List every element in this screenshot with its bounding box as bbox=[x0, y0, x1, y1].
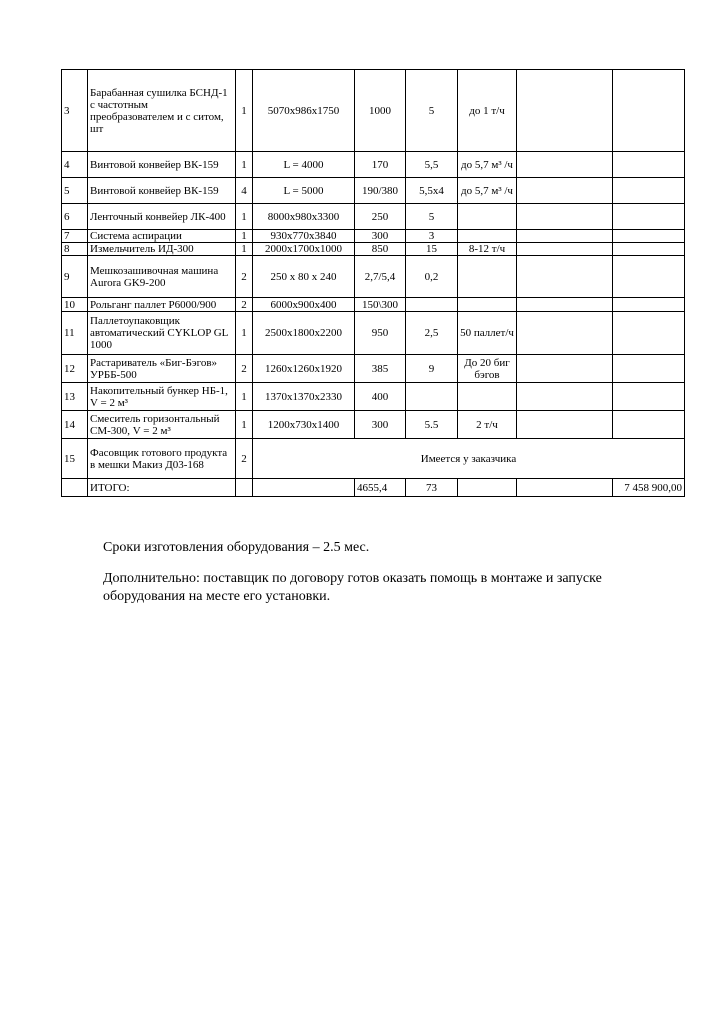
cell-dim: L = 5000 bbox=[253, 178, 355, 204]
total-cell-dim bbox=[253, 479, 355, 497]
cell-name: Измельчитель ИД-300 bbox=[88, 243, 236, 256]
total-cell-sum: 7 458 900,00 bbox=[613, 479, 685, 497]
equipment-table-body bbox=[62, 70, 685, 497]
cell-mass: 5,5х4 bbox=[406, 178, 458, 204]
cell-perf: 8-12 т/ч bbox=[458, 243, 517, 256]
cell-price bbox=[517, 256, 613, 298]
additional-note-line-2: оборудования на месте его установки. bbox=[103, 589, 331, 604]
cell-name: Винтовой конвейер ВК-159 bbox=[88, 178, 236, 204]
cell-perf: до 5,7 м³ /ч bbox=[458, 152, 517, 178]
cell-price bbox=[517, 204, 613, 230]
cell-num: 10 bbox=[62, 298, 88, 312]
cell-name: Накопительный бункер НБ-1, V = 2 м³ bbox=[88, 383, 236, 411]
cell-mass: 2,5 bbox=[406, 312, 458, 355]
cell-perf bbox=[458, 230, 517, 243]
cell-name: Рольганг паллет Р6000/900 bbox=[88, 298, 236, 312]
cell-dim: 6000х900х400 bbox=[253, 298, 355, 312]
cell-perf: 50 паллет/ч bbox=[458, 312, 517, 355]
cell-mass: 9 bbox=[406, 355, 458, 383]
cell-sum bbox=[613, 230, 685, 243]
cell-sum bbox=[613, 298, 685, 312]
cell-power: 300 bbox=[355, 230, 406, 243]
cell-power: 400 bbox=[355, 383, 406, 411]
cell-mass: 15 bbox=[406, 243, 458, 256]
cell-qty: 2 bbox=[236, 298, 253, 312]
cell-mass: 5 bbox=[406, 204, 458, 230]
production-term-note: Сроки изготовления оборудования – 2.5 мес. bbox=[103, 540, 370, 555]
cell-qty: 1 bbox=[236, 152, 253, 178]
cell-name: Растариватель «Биг-Бэгов» УРББ-500 bbox=[88, 355, 236, 383]
cell-dim: 1370х1370х2330 bbox=[253, 383, 355, 411]
cell-price bbox=[517, 411, 613, 439]
cell-merged-note: Имеется у заказчика bbox=[253, 439, 685, 479]
cell-num: 7 bbox=[62, 230, 88, 243]
cell-power: 190/380 bbox=[355, 178, 406, 204]
cell-num: 13 bbox=[62, 383, 88, 411]
cell-power: 2,7/5,4 bbox=[355, 256, 406, 298]
total-row bbox=[62, 479, 685, 497]
cell-price bbox=[517, 298, 613, 312]
cell-sum bbox=[613, 312, 685, 355]
cell-mass bbox=[406, 298, 458, 312]
cell-power: 170 bbox=[355, 152, 406, 178]
cell-qty: 1 bbox=[236, 243, 253, 256]
cell-perf: до 1 т/ч bbox=[458, 70, 517, 152]
table-row bbox=[62, 178, 685, 204]
cell-perf: 2 т/ч bbox=[458, 411, 517, 439]
cell-mass: 3 bbox=[406, 230, 458, 243]
table-row bbox=[62, 298, 685, 312]
cell-dim: 2500х1800х2200 bbox=[253, 312, 355, 355]
total-cell-power: 4655,4 bbox=[355, 479, 406, 497]
cell-dim: 1260х1260х1920 bbox=[253, 355, 355, 383]
cell-num: 14 bbox=[62, 411, 88, 439]
cell-power: 385 bbox=[355, 355, 406, 383]
cell-qty: 2 bbox=[236, 355, 253, 383]
total-cell-price bbox=[517, 479, 613, 497]
cell-mass: 5.5 bbox=[406, 411, 458, 439]
cell-name: Мешкозашивочная машина Aurora GK9-200 bbox=[88, 256, 236, 298]
table-row bbox=[62, 312, 685, 355]
cell-sum bbox=[613, 383, 685, 411]
cell-mass: 5 bbox=[406, 70, 458, 152]
cell-price bbox=[517, 230, 613, 243]
cell-power: 250 bbox=[355, 204, 406, 230]
cell-name: Винтовой конвейер ВК-159 bbox=[88, 152, 236, 178]
cell-perf bbox=[458, 204, 517, 230]
cell-qty: 1 bbox=[236, 312, 253, 355]
total-cell-name: ИТОГО: bbox=[88, 479, 236, 497]
table-row bbox=[62, 439, 685, 479]
total-cell-mass: 73 bbox=[406, 479, 458, 497]
cell-power: 150\300 bbox=[355, 298, 406, 312]
cell-power: 300 bbox=[355, 411, 406, 439]
cell-num: 6 bbox=[62, 204, 88, 230]
equipment-table bbox=[61, 69, 685, 497]
cell-qty: 4 bbox=[236, 178, 253, 204]
table-row bbox=[62, 411, 685, 439]
total-cell-num bbox=[62, 479, 88, 497]
cell-price bbox=[517, 355, 613, 383]
cell-qty: 1 bbox=[236, 204, 253, 230]
cell-price bbox=[517, 312, 613, 355]
cell-perf bbox=[458, 298, 517, 312]
cell-name: Система аспирации bbox=[88, 230, 236, 243]
cell-sum bbox=[613, 204, 685, 230]
cell-sum bbox=[613, 256, 685, 298]
cell-perf bbox=[458, 383, 517, 411]
cell-num: 8 bbox=[62, 243, 88, 256]
cell-perf bbox=[458, 256, 517, 298]
table-row bbox=[62, 256, 685, 298]
cell-sum bbox=[613, 152, 685, 178]
cell-mass: 0,2 bbox=[406, 256, 458, 298]
cell-power: 950 bbox=[355, 312, 406, 355]
cell-sum bbox=[613, 355, 685, 383]
table-row bbox=[62, 70, 685, 152]
cell-mass bbox=[406, 383, 458, 411]
cell-num: 12 bbox=[62, 355, 88, 383]
cell-perf: До 20 биг бэгов bbox=[458, 355, 517, 383]
cell-qty: 2 bbox=[236, 439, 253, 479]
cell-qty: 2 bbox=[236, 256, 253, 298]
total-cell-qty bbox=[236, 479, 253, 497]
cell-qty: 1 bbox=[236, 411, 253, 439]
cell-name: Фасовщик готового продукта в мешки Макиз Д03-168 bbox=[88, 439, 236, 479]
additional-note bbox=[103, 570, 663, 606]
table-row bbox=[62, 230, 685, 243]
cell-num: 11 bbox=[62, 312, 88, 355]
cell-name: Смеситель горизонтальный СМ-300, V = 2 м³ bbox=[88, 411, 236, 439]
cell-sum bbox=[613, 243, 685, 256]
additional-note-line-1: Дополнительно: поставщик по договору готов оказать помощь в монтаже и запуске bbox=[103, 571, 602, 586]
cell-price bbox=[517, 383, 613, 411]
table-row bbox=[62, 152, 685, 178]
cell-num: 15 bbox=[62, 439, 88, 479]
cell-qty: 1 bbox=[236, 230, 253, 243]
cell-dim: 930х770х3840 bbox=[253, 230, 355, 243]
cell-name: Барабанная сушилка БСНД-1 с частотным преобразователем и с ситом, шт bbox=[88, 70, 236, 152]
cell-num: 4 bbox=[62, 152, 88, 178]
cell-dim: 1200х730х1400 bbox=[253, 411, 355, 439]
total-cell-perf bbox=[458, 479, 517, 497]
table-row bbox=[62, 243, 685, 256]
cell-mass: 5,5 bbox=[406, 152, 458, 178]
cell-perf: до 5,7 м³ /ч bbox=[458, 178, 517, 204]
cell-sum bbox=[613, 70, 685, 152]
cell-price bbox=[517, 243, 613, 256]
table-row bbox=[62, 355, 685, 383]
table-row bbox=[62, 383, 685, 411]
cell-dim: 250 х 80 х 240 bbox=[253, 256, 355, 298]
cell-dim: 5070х986х1750 bbox=[253, 70, 355, 152]
table-row bbox=[62, 204, 685, 230]
cell-price bbox=[517, 178, 613, 204]
cell-qty: 1 bbox=[236, 383, 253, 411]
cell-price bbox=[517, 70, 613, 152]
cell-name: Ленточный конвейер ЛК-400 bbox=[88, 204, 236, 230]
cell-dim: 8000х980х3300 bbox=[253, 204, 355, 230]
cell-dim: 2000х1700х1000 bbox=[253, 243, 355, 256]
cell-num: 9 bbox=[62, 256, 88, 298]
cell-num: 3 bbox=[62, 70, 88, 152]
cell-power: 1000 bbox=[355, 70, 406, 152]
cell-power: 850 bbox=[355, 243, 406, 256]
cell-name: Паллетоупаковщик автоматический CYKLOP GL 1000 bbox=[88, 312, 236, 355]
cell-price bbox=[517, 152, 613, 178]
cell-num: 5 bbox=[62, 178, 88, 204]
cell-sum bbox=[613, 178, 685, 204]
cell-dim: L = 4000 bbox=[253, 152, 355, 178]
cell-qty: 1 bbox=[236, 70, 253, 152]
cell-sum bbox=[613, 411, 685, 439]
